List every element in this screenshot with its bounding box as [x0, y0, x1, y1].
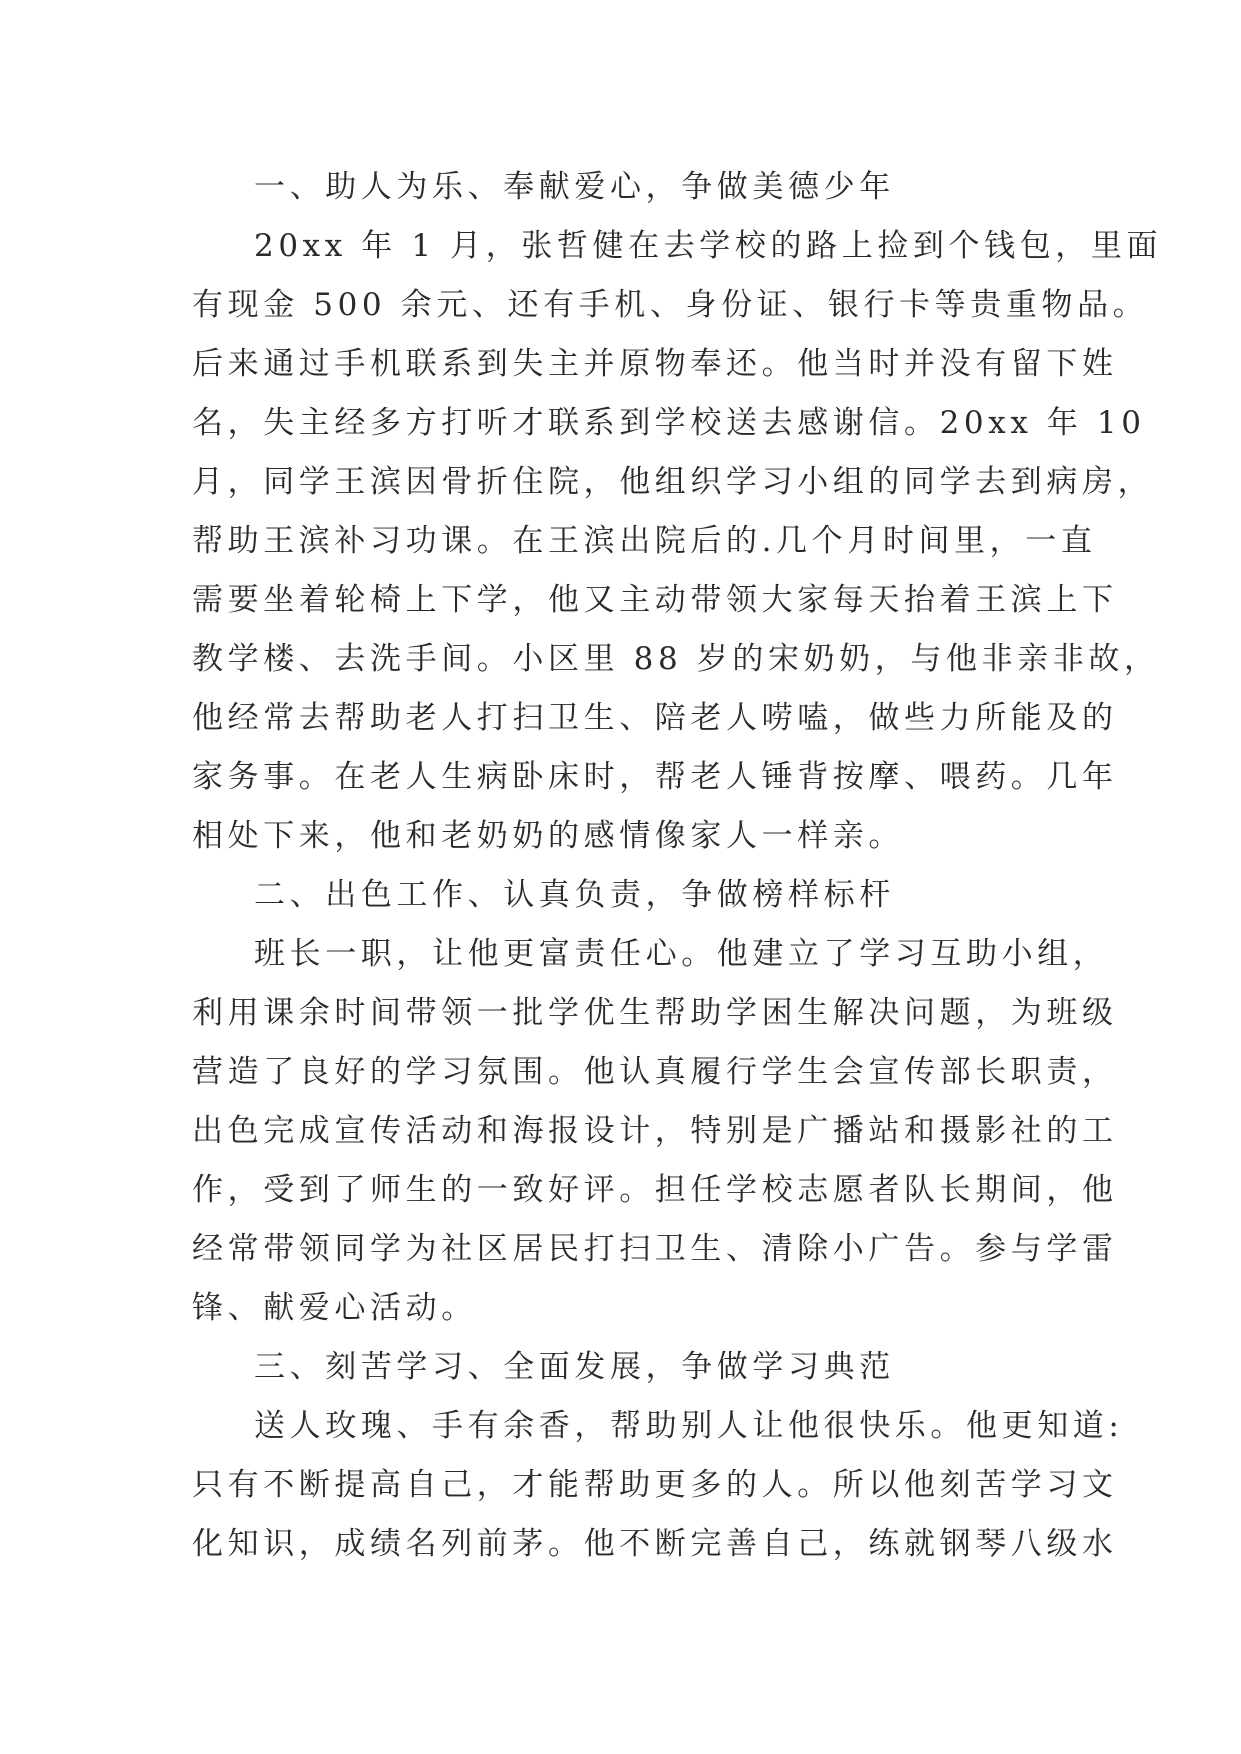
paragraph-line: 后来通过手机联系到失主并原物奉还。他当时并没有留下姓: [192, 346, 1118, 382]
section-heading-1: 一、助人为乐、奉献爱心，争做美德少年: [254, 169, 895, 205]
document-page: [192, 158, 1163, 1574]
paragraph-line: 帮助王滨补习功课。在王滨出院后的.几个月时间里，一直: [192, 523, 1097, 559]
paragraph-line: 送人玫瑰、手有余香，帮助别人让他很快乐。他更知道:: [254, 1408, 1124, 1444]
paragraph-line: 只有不断提高自己，才能帮助更多的人。所以他刻苦学习文: [192, 1467, 1118, 1503]
section-heading-2: 二、出色工作、认真负责，争做榜样标杆: [254, 877, 895, 913]
paragraph-line: 家务事。在老人生病卧床时，帮老人锤背按摩、喂药。几年: [192, 759, 1118, 795]
section-heading-3: 三、刻苦学习、全面发展，争做学习典范: [254, 1349, 895, 1385]
paragraph-line: 相处下来，他和老奶奶的感情像家人一样亲。: [192, 818, 904, 854]
paragraph-line: 名，失主经多方打听才联系到学校送去感谢信。20xx 年 10: [192, 405, 1146, 441]
paragraph-line: 作，受到了师生的一致好评。担任学校志愿者队长期间，他: [192, 1172, 1118, 1208]
paragraph-line: 需要坐着轮椅上下学，他又主动带领大家每天抬着王滨上下: [192, 582, 1118, 618]
paragraph-line: 20xx 年 1 月，张哲健在去学校的路上捡到个钱包，里面: [254, 228, 1163, 264]
paragraph-line: 月，同学王滨因骨折住院，他组织学习小组的同学去到病房，: [192, 464, 1154, 500]
paragraph-line: 班长一职，让他更富责任心。他建立了学习互助小组，: [254, 936, 1109, 972]
paragraph-line: 利用课余时间带领一批学优生帮助学困生解决问题，为班级: [192, 995, 1118, 1031]
paragraph-line: 他经常去帮助老人打扫卫生、陪老人唠嗑，做些力所能及的: [192, 700, 1118, 736]
paragraph-line: 锋、献爱心活动。: [192, 1290, 477, 1326]
paragraph-line: 出色完成宣传活动和海报设计，特别是广播站和摄影社的工: [192, 1113, 1118, 1149]
paragraph-line: 经常带领同学为社区居民打扫卫生、清除小广告。参与学雷: [192, 1231, 1118, 1267]
paragraph-line: 教学楼、去洗手间。小区里 88 岁的宋奶奶，与他非亲非故，: [192, 641, 1160, 677]
paragraph-line: 化知识，成绩名列前茅。他不断完善自己，练就钢琴八级水: [192, 1526, 1118, 1562]
paragraph-line: 营造了良好的学习氛围。他认真履行学生会宣传部长职责，: [192, 1054, 1118, 1090]
paragraph-line: 有现金 500 余元、还有手机、身份证、银行卡等贵重物品。: [192, 287, 1149, 323]
